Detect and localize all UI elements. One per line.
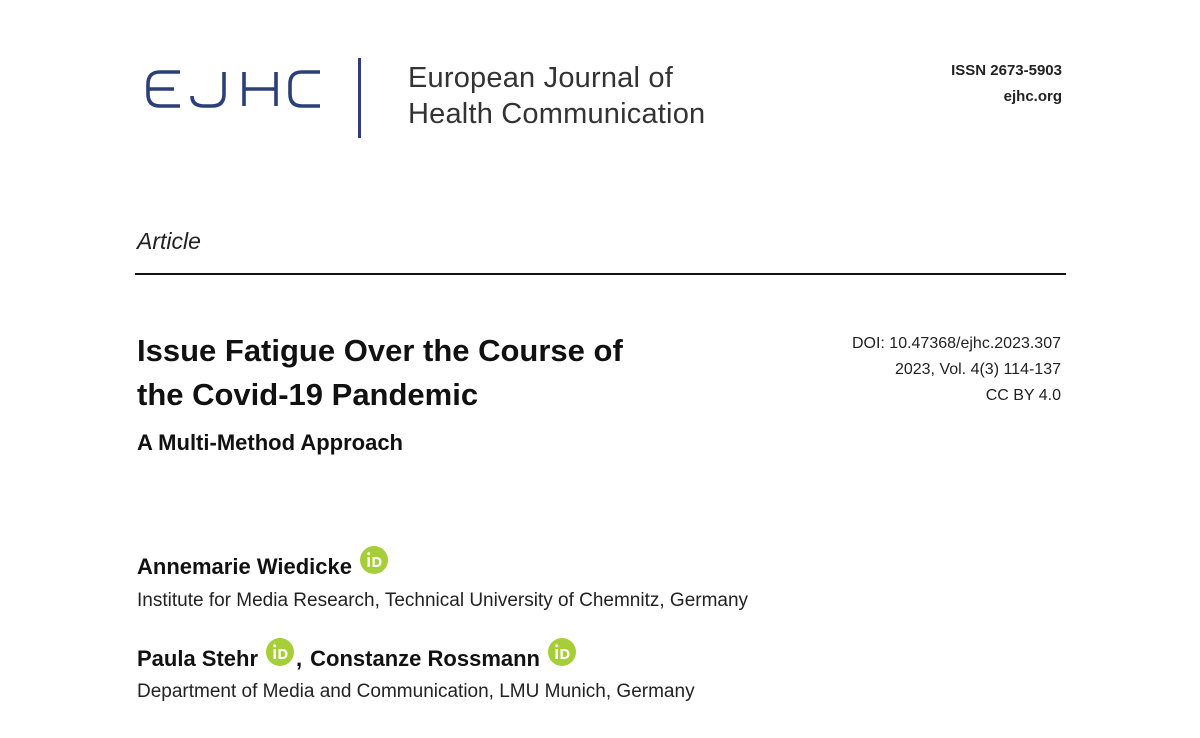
article-type-label: Article bbox=[137, 228, 201, 254]
article-title-line-2: the Covid-19 Pandemic bbox=[137, 377, 479, 412]
license: CC BY 4.0 bbox=[985, 387, 1061, 404]
article-subtitle: A Multi-Method Approach bbox=[137, 430, 403, 455]
ejhc-logo-icon bbox=[146, 70, 322, 108]
author-affiliation: Institute for Media Research, Technical University of Chemnitz, Germany bbox=[137, 590, 749, 611]
issn: ISSN 2673-5903 bbox=[951, 62, 1062, 79]
journal-logo bbox=[146, 70, 322, 108]
author-name: Annemarie Wiedicke bbox=[137, 554, 352, 579]
author-name: Constanze Rossmann bbox=[310, 646, 540, 671]
journal-name-line-2: Health Communication bbox=[408, 98, 706, 130]
article-title-line-1: Issue Fatigue Over the Course of bbox=[137, 333, 623, 368]
doi[interactable]: DOI: 10.47368/ejhc.2023.307 bbox=[851, 335, 1061, 352]
volume-info: 2023, Vol. 4(3) 114-137 bbox=[894, 361, 1061, 378]
journal-name bbox=[408, 60, 705, 132]
header-divider bbox=[135, 273, 1066, 275]
author-line bbox=[137, 645, 576, 673]
orcid-icon[interactable] bbox=[266, 638, 294, 666]
article-title bbox=[137, 329, 697, 417]
orcid-icon[interactable] bbox=[360, 546, 388, 574]
article-metadata bbox=[852, 331, 1061, 409]
author-affiliation: Department of Media and Communication, LMU Munich, Germany bbox=[137, 681, 695, 702]
journal-info bbox=[951, 58, 1062, 110]
journal-website[interactable]: ejhc.org bbox=[1003, 88, 1062, 105]
orcid-icon[interactable] bbox=[548, 638, 576, 666]
author-line bbox=[137, 553, 388, 581]
author-name: Paula Stehr bbox=[137, 646, 259, 671]
logo-divider bbox=[358, 58, 361, 138]
journal-name-line-1: European Journal of bbox=[408, 62, 673, 94]
author-separator: , bbox=[296, 646, 303, 671]
